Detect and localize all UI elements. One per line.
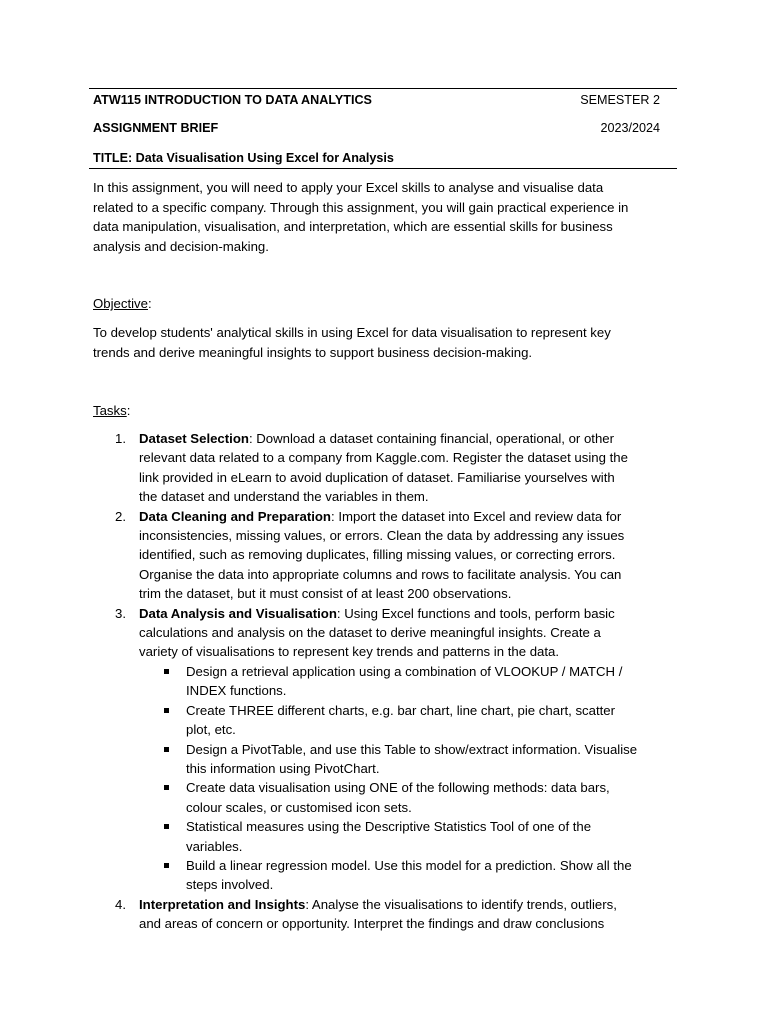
task-text: : Download a dataset containing financial, operational, or other: [248, 431, 615, 446]
task-line: the dataset and understand the variables in them.: [139, 489, 429, 505]
objective-line: To develop students' analytical skills in using Excel for data visualisation to represent key: [93, 325, 611, 340]
intro-line: analysis and decision-making.: [93, 238, 269, 254]
task-title: Data Cleaning and Preparation: [139, 508, 331, 524]
header-row-brief: [93, 120, 660, 136]
task-line: trim the dataset, but it must consist of at least 200 observations.: [139, 586, 512, 602]
bullet-line: Design a retrieval application using a combination of VLOOKUP / MATCH /: [186, 663, 623, 679]
bullet-item: [139, 778, 683, 817]
bullet-line: variables.: [186, 838, 243, 854]
header-row-course: [93, 92, 660, 108]
tasks-colon: :: [126, 403, 131, 418]
bullet-item: [139, 740, 683, 779]
task-item: [93, 895, 683, 934]
header-top-rule: [89, 88, 677, 89]
task-text: : Analyse the visualisations to identify trends, outliers,: [305, 896, 617, 912]
bullet-line: this information using PivotChart.: [186, 760, 380, 776]
task-title: Interpretation and Insights: [139, 896, 306, 912]
task-title: Dataset Selection: [139, 431, 249, 446]
task-item: [93, 429, 683, 507]
task-line: variety of visualisations to represent key trends and patterns in the data.: [139, 644, 560, 660]
objective-paragraph: [93, 323, 683, 362]
title-text: Data Visualisation Using Excel for Analysis: [135, 151, 394, 165]
intro-line: In this assignment, you will need to apply your Excel skills to analyse and visualise data: [93, 180, 604, 195]
assignment-title: [93, 150, 394, 166]
bullet-line: INDEX functions.: [186, 683, 287, 699]
tasks-list: [93, 429, 683, 934]
bullet-line: Create THREE different charts, e.g. bar chart, line chart, pie chart, scatter: [186, 702, 616, 718]
objective-heading-text: Objective: [93, 296, 148, 311]
task-line: and areas of concern or opportunity. Interpret the findings and draw conclusions: [139, 916, 605, 932]
task-item: [93, 604, 683, 895]
objective-colon: :: [147, 296, 152, 311]
tasks-heading: [93, 401, 130, 421]
header-row-title: [93, 150, 660, 166]
bullet-item: [139, 701, 683, 740]
semester-label: SEMESTER 2: [580, 93, 660, 107]
header-bottom-rule: [89, 168, 677, 169]
task-number: 1.: [115, 431, 126, 446]
bullet-line: steps involved.: [186, 877, 274, 893]
task-number: 4.: [115, 896, 126, 912]
bullet-square-icon: [164, 785, 169, 790]
task-title: Data Analysis and Visualisation: [139, 605, 337, 621]
bullet-line: Statistical measures using the Descriptive Statistics Tool of one of the: [186, 819, 592, 835]
intro-paragraph: [93, 178, 683, 256]
objective-line: trends and derive meaningful insights to support business decision-making.: [93, 344, 533, 360]
bullet-square-icon: [164, 708, 169, 713]
intro-line: related to a specific company. Through this assignment, you will gain practical experience in: [93, 199, 629, 215]
task-line: link provided in eLearn to avoid duplication of dataset. Familiarise yourselves with: [139, 469, 615, 485]
task-bullet-list: [139, 662, 683, 895]
bullet-line: Build a linear regression model. Use this model for a prediction. Show all the: [186, 857, 632, 873]
objective-heading: [93, 294, 152, 314]
bullet-item: [139, 856, 683, 895]
task-line: inconsistencies, missing values, or errors. Clean the data by addressing any issues: [139, 528, 625, 544]
task-item: [93, 507, 683, 604]
doc-type: ASSIGNMENT BRIEF: [93, 121, 219, 135]
task-text: : Using Excel functions and tools, perform basic: [336, 605, 615, 621]
bullet-line: Design a PivotTable, and use this Table to show/extract information. Visualise: [186, 741, 638, 757]
title-label: TITLE:: [93, 151, 133, 165]
course-title: ATW115 INTRODUCTION TO DATA ANALYTICS: [93, 93, 372, 107]
task-line: Organise the data into appropriate columns and rows to facilitate analysis. You can: [139, 566, 622, 582]
bullet-square-icon: [164, 824, 169, 829]
bullet-square-icon: [164, 747, 169, 752]
task-number: 3.: [115, 605, 126, 621]
intro-line: data manipulation, visualisation, and interpretation, which are essential skills for business: [93, 219, 613, 234]
bullet-item: [139, 662, 683, 701]
task-number: 2.: [115, 508, 126, 524]
task-line: calculations and analysis on the dataset to derive meaningful insights. Create a: [139, 625, 601, 641]
task-line: relevant data related to a company from Kaggle.com. Register the dataset using the: [139, 450, 628, 466]
bullet-square-icon: [164, 863, 169, 868]
task-text: : Import the dataset into Excel and review data for: [331, 508, 622, 524]
bullet-line: Create data visualisation using ONE of the following methods: data bars,: [186, 780, 610, 796]
bullet-item: [139, 817, 683, 856]
bullet-line: colour scales, or customised icon sets.: [186, 799, 412, 815]
tasks-heading-text: Tasks: [93, 403, 127, 418]
task-line: identified, such as removing duplicates, filling missing values, or correcting errors.: [139, 547, 616, 563]
bullet-line: plot, etc.: [186, 722, 236, 738]
academic-year: 2023/2024: [600, 121, 660, 135]
bullet-square-icon: [164, 669, 169, 674]
